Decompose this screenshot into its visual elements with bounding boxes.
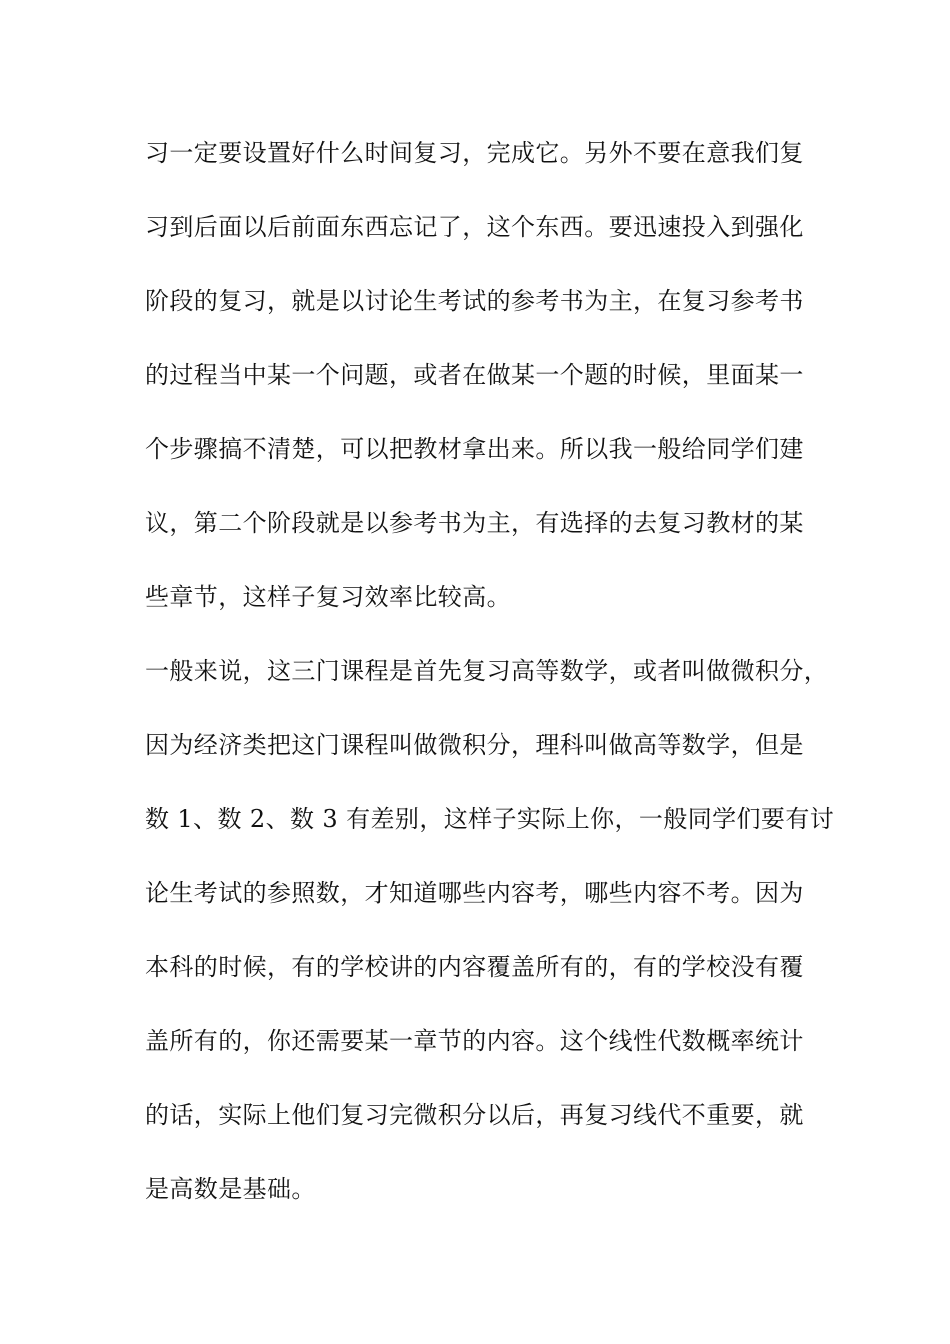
document-body: [145, 130, 835, 1314]
text-line: 论生考试的参照数，才知道哪些内容考，哪些内容不考。因为: [145, 879, 804, 907]
text-line: 阶段的复习，就是以讨论生考试的参考书为主，在复习参考书: [145, 287, 804, 315]
text-line: 议，第二个阶段就是以参考书为主，有选择的去复习教材的某: [145, 509, 804, 537]
text-line: 些章节，这样子复习效率比较高。: [145, 583, 511, 611]
text-line: 因为经济类把这门课程叫做微积分，理科叫做高等数学，但是: [145, 731, 804, 759]
paragraph-1: [145, 130, 825, 648]
text-line: 是高数是基础。: [145, 1175, 316, 1203]
text-line: 的过程当中某一个问题，或者在做某一个题的时候，里面某一: [145, 361, 804, 389]
text-line: 习一定要设置好什么时间复习，完成它。另外不要在意我们复: [145, 139, 804, 167]
text-line: 的话，实际上他们复习完微积分以后，再复习线代不重要，就: [145, 1101, 804, 1129]
text-line: [145, 1240, 825, 1314]
paragraph-2: [145, 648, 835, 1314]
text-line: 一般来说，这三门课程是首先复习高等数学，或者叫做微积分，: [145, 657, 829, 685]
text-line: 本科的时候，有的学校讲的内容覆盖所有的，有的学校没有覆: [145, 953, 804, 981]
text-line: 盖所有的，你还需要某一章节的内容。这个线性代数概率统计: [145, 1027, 804, 1055]
text-line: 个步骤搞不清楚，可以把教材拿出来。所以我一般给同学们建: [145, 435, 804, 463]
text-line: 习到后面以后前面东西忘记了，这个东西。要迅速投入到强化: [145, 213, 804, 241]
text-line: 数 1、数 2、数 3 有差别，这样子实际上你，一般同学们要有讨: [145, 805, 835, 833]
